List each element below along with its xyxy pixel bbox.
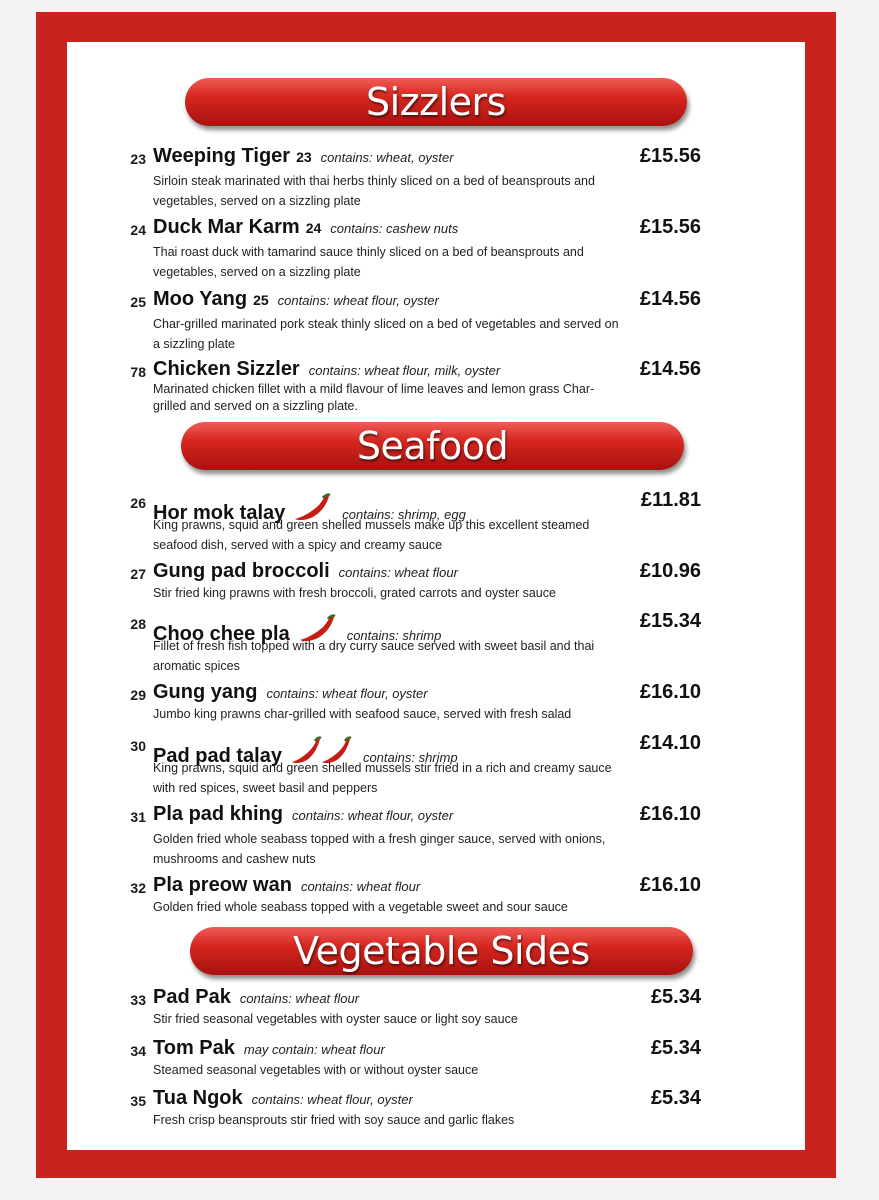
item-price: £5.34 <box>650 1087 701 1109</box>
item-number: 78 <box>130 364 146 380</box>
item-price: £14.10 <box>639 732 701 754</box>
item-number: 26 <box>130 495 146 511</box>
item-allergens: contains: wheat flour, oyster <box>292 808 454 823</box>
item-allergens: contains: wheat, oyster <box>320 150 454 165</box>
item-name: Pla preow wan <box>153 874 292 896</box>
item-price: £14.56 <box>639 358 701 380</box>
item-price: £5.34 <box>650 986 701 1008</box>
item-allergens: contains: wheat flour, oyster <box>251 1092 413 1107</box>
item-price: £16.10 <box>639 874 701 896</box>
section-title: Seafood <box>356 424 509 468</box>
item-name: Chicken Sizzler <box>153 358 300 380</box>
item-allergens: contains: wheat flour <box>338 565 458 580</box>
item-number: 33 <box>130 992 146 1008</box>
item-description: Char-grilled marinated pork steak thinly sliced on a bed of vegetables and served on a sizzling plate <box>153 317 619 351</box>
item-price: £16.10 <box>639 803 701 825</box>
item-ref: 25 <box>253 292 269 308</box>
item-name: Pla pad khing <box>153 803 284 825</box>
item-description: Fillet of fresh fish topped with a dry curry sauce served with sweet basil and thai aromatic spices <box>153 639 595 673</box>
item-ref: 23 <box>296 149 312 165</box>
item-description: Steamed seasonal vegetables with or without oyster sauce <box>153 1063 479 1077</box>
item-allergens: contains: wheat flour <box>239 991 360 1006</box>
item-description: Golden fried whole seabass topped with a fresh ginger sauce, served with onions, mushrooms and cashew nuts <box>153 832 606 866</box>
item-ref: 24 <box>305 220 322 236</box>
item-price: £14.56 <box>639 288 701 310</box>
item-price: £16.10 <box>639 681 701 703</box>
section-banner-seafood <box>181 422 684 470</box>
item-description: Marinated chicken fillet with a mild flavour of lime leaves and lemon grass Char-grilled and served on a sizzling plate. <box>153 382 595 413</box>
item-description: Thai roast duck with tamarind sauce thinly sliced on a bed of beansprouts and vegetables, served on a sizzling plate <box>153 245 584 279</box>
item-price: £10.96 <box>639 560 701 582</box>
item-description: Golden fried whole seabass topped with a vegetable sweet and sour sauce <box>153 900 568 914</box>
item-name: Duck Mar Karm <box>153 216 300 238</box>
item-number: 23 <box>130 151 146 167</box>
item-price: £11.81 <box>640 489 701 511</box>
item-allergens: contains: shrimp, egg <box>342 507 466 522</box>
item-name: Choo chee pla <box>153 623 290 645</box>
item-number: 30 <box>130 738 146 754</box>
item-name: Pad pad talay <box>153 745 282 767</box>
item-number: 34 <box>130 1043 146 1059</box>
item-price: £5.34 <box>650 1037 701 1059</box>
item-name: Gung pad broccoli <box>153 560 330 582</box>
item-price: £15.56 <box>639 216 701 238</box>
item-description: King prawns, squid and green shelled mussels stir fried in a rich and creamy sauce with red spices, sweet basil and peppers <box>153 761 612 795</box>
item-name: Gung yang <box>153 681 258 703</box>
item-name: Tua Ngok <box>153 1087 243 1109</box>
item-allergens: contains: wheat flour, oyster <box>266 686 428 701</box>
item-allergens: contains: cashew nuts <box>330 221 459 236</box>
item-description: Stir fried seasonal vegetables with oyster sauce or light soy sauce <box>153 1012 518 1026</box>
item-name: Pad Pak <box>153 986 231 1008</box>
item-number: 35 <box>130 1093 146 1109</box>
item-number: 24 <box>130 222 146 238</box>
item-number: 32 <box>130 880 146 896</box>
item-price: £15.56 <box>639 145 701 167</box>
item-description: Stir fried king prawns with fresh broccoli, grated carrots and oyster sauce <box>153 586 556 600</box>
item-allergens: may contain: wheat flour <box>243 1042 385 1057</box>
item-price: £15.34 <box>639 610 701 632</box>
section-title: Vegetable Sides <box>293 929 590 973</box>
item-allergens: contains: shrimp <box>346 628 442 643</box>
item-description: Fresh crisp beansprouts stir fried with soy sauce and garlic flakes <box>153 1113 515 1127</box>
item-name: Weeping Tiger <box>153 145 291 167</box>
section-banner-vegetable-sides <box>190 927 693 975</box>
item-number: 31 <box>130 809 146 825</box>
item-number: 28 <box>130 616 146 632</box>
item-name: Hor mok talay <box>153 502 286 524</box>
item-allergens: contains: wheat flour <box>300 879 421 894</box>
item-description: Jumbo king prawns char-grilled with seafood sauce, served with fresh salad <box>153 707 572 721</box>
item-description: Sirloin steak marinated with thai herbs thinly sliced on a bed of beansprouts and vegetables, served on a sizzling plate <box>153 174 595 208</box>
item-number: 25 <box>130 294 146 310</box>
section-banner-sizzlers <box>185 78 687 126</box>
section-title: Sizzlers <box>366 80 506 124</box>
item-number: 27 <box>130 566 146 582</box>
item-number: 29 <box>130 687 146 703</box>
item-allergens: contains: wheat flour, oyster <box>277 293 439 308</box>
item-allergens: contains: shrimp <box>362 750 458 765</box>
item-name: Moo Yang <box>153 288 248 310</box>
item-description: King prawns, squid and green shelled mussels make up this excellent steamed seafood dish, served with a spicy and creamy sauce <box>153 518 590 552</box>
item-name: Tom Pak <box>153 1037 235 1059</box>
item-allergens: contains: wheat flour, milk, oyster <box>308 363 501 378</box>
